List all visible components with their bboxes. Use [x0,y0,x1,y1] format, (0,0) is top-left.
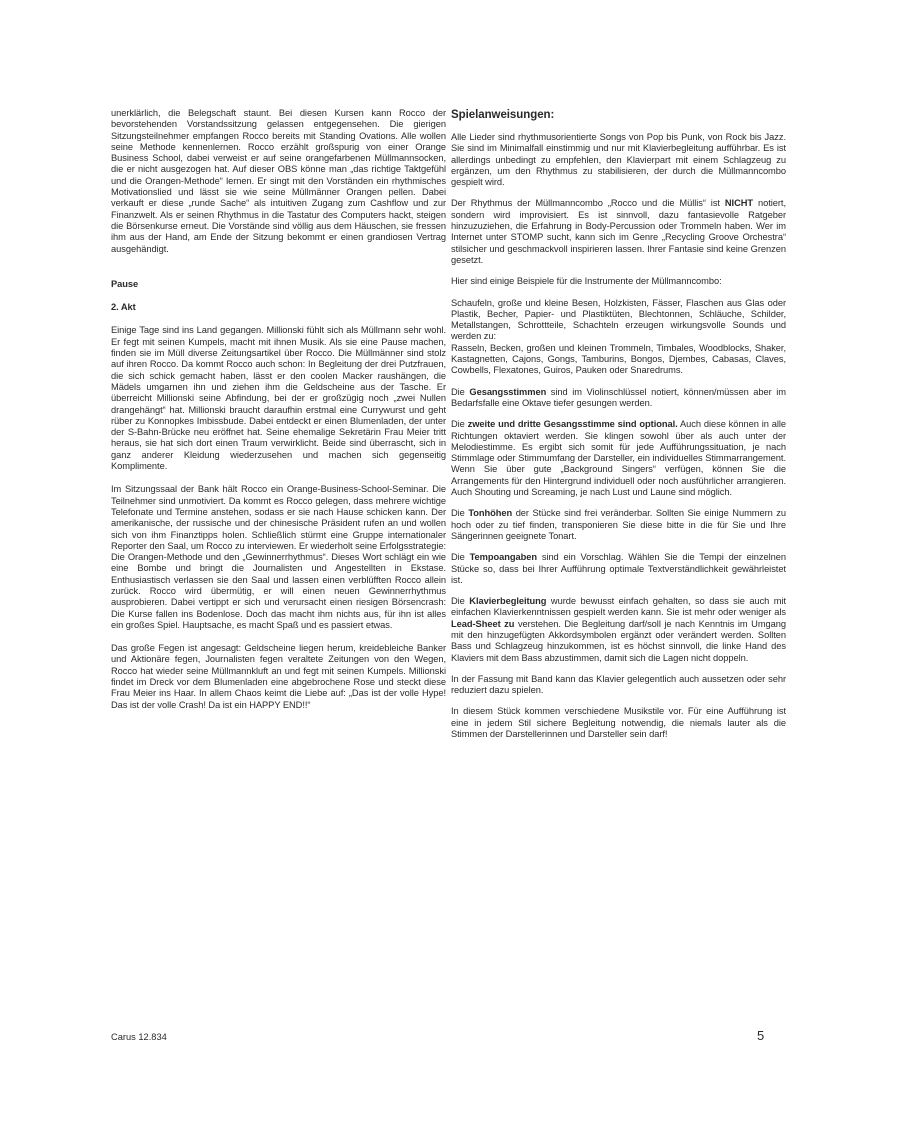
paragraph-music-styles: In diesem Stück kommen verschiedene Musikstile vor. Für eine Aufführung ist eine in jedem Stil sichere Begleitung notwendig, die niemals lauter als die Stimmen der Darstellerinnen und Darsteller sein darf! [451,706,786,740]
paragraph-band-version: In der Fassung mit Band kann das Klavier gelegentlich auch aussetzen oder sehr reduziert dazu spielen. [451,673,786,696]
bold-text-gesangsstimmen: Gesangsstimmen [469,386,547,397]
text-run: Die [451,508,469,519]
paragraph-piano [451,596,786,664]
heading-spielanweisungen: Spielanweisungen: [451,109,555,121]
text-run: notiert, sondern wird improvisiert. Es ist sinnvoll, dazu fantasievolle Ratgeber hinzuzuziehen, die Erfahrung in Body-Percussion oder Trommeln haben. Wer im Internet unter STOMP sucht, kann sich im Genre „Recycling Groove Orchestra“ stilsicher und geschmackvoll inspirieren lassen. Ihrer Fantasie sind keine Grenzen gesetzt. [451,198,786,265]
paragraph-rhythm [451,198,786,266]
text-run: verstehen. Die Begleitung darf/soll je nach Kenntnis im Umgang mit den hinzugefügten Akkordsymbolen ergänzt oder verändert werden. Sollten Bass und Schlagzeug hinzukommen, ist es höchst sinnvoll, die linke Hand des Klaviers mit dem Bass abzustimmen, damit sich die Lagen nicht doppeln. [451,618,786,663]
text-run: sind im Violinschlüssel notiert, können/müssen aber im Bedarfsfalle eine Oktave tiefer gesungen werden. [451,386,786,408]
paragraph-intro-continuation: unerklärlich, die Belegschaft staunt. Bei diesen Kursen kann Rocco der bevorstehenden Vorstandssitzung gelassen entgegensehen. Die gierigen Sitzungsteilnehmer empfangen Rocco bereits mit Standing Ovations. Alle wollen seine Methode kennenlernen. Rocco erzählt großspurig von einer Orange Business School, dabei verweist er auf seine orangefarbenen Müllmannsocken, die er nicht ausgezogen hat. Auf dieser OBS könne man „das richtige Taktgefühl und die Orangen-Methode“ lernen. Er singt mit den Vorständen ein rhythmisches Motivationslied und lässt sie wie seine Müllmänner Orangen pellen. Dabei verkauft er diese „runde Sache“ als intuitiven Zugang zum Cashflow und zur Finanzwelt. Als er seinen Rhythmus in die Tastatur des Computers hackt, steigen die Börsenkurse erneut. Die Vorstände sind völlig aus dem Häuschen, sie fressen ihm aus der Hand, am Ende der Sitzung bekommt er einen grandiosen Vertrag ausgehändigt. [111,108,446,254]
text-run: der Stücke sind frei veränderbar. Sollten Sie einige Nummern zu hoch oder zu tief finden, transponieren Sie diese bitte in die für Sie und Ihre Sängerinnen geeignete Tonart. [451,508,786,541]
catalog-number: Carus 12.834 [111,1032,167,1042]
paragraph-songs: Alle Lieder sind rhythmusorientierte Songs von Pop bis Punk, von Rock bis Jazz. Sie sind im Minimalfall einstimmig und nur mit Klavierbegleitung aufführbar. Es ist allerdings unbedingt zu empfehlen, den Klavierpart mit einem Schlagzeug zu ergänzen, um den Rhythmus zu stabilisieren, der durch die Müllmanncombo gespielt wird. [451,132,786,188]
text-run: Auch diese können in alle Richtungen oktaviert werden. Sie klingen sowohl über als auch unter der Melodiestimme. Es ergibt sich somit für jede Aufführungssituation, je nach Stimmlage oder Stimmumfang der Darsteller, ein individuelles Stimmarrangement. Wenn Sie über gute „Background Singers“ verfügen, können Sie die Arrangements für den Hintergrund individuell oder noch ausführlicher arrangieren. Auch Shouting und Screaming, je nach Lust und Laune sind möglich. [451,419,786,498]
text-run: wurde bewusst einfach gehalten, so dass sie auch mit einfachen Klavierkenntnissen gespielt werden kann. Sie ist mehr oder weniger als [451,596,786,618]
paragraph-second-third-voice [451,419,786,498]
bold-text-lead-sheet: Lead-Sheet zu [451,618,515,629]
text-run: Der Rhythmus der Müllmanncombo „Rocco und die Müllis“ ist [451,198,725,209]
paragraph-pitches [451,508,786,542]
paragraph-act-2-intro: Einige Tage sind ins Land gegangen. Millionski fühlt sich als Müllmann sehr wohl. Er fegt mit seinen Kumpels, macht mit ihnen Musik. Als sie eine Pause machen, finden sie im Müll diverse Zeitungsartikel über Rocco. Die Müllmänner sind stolz auf ihren Rocco. Da kommt Rocco auch schon: In Begleitung der drei Putzfrauen, die sich schick gemacht haben, lässt er den coolen Macker raushängen, die Mädels umgarnen ihn und ziehen ihm die Geldscheine aus der Tasche. Er überreicht Millionski seine Abfindung, bei der er großzügig noch „zwei Nullen drangehängt“ hat. Millionski braucht daraufhin erstmal eine Currywurst und geht rüber zu Konnopkes Imbissbude. Dabei entdeckt er einen Blumenladen, der unter der S-Bahn-Brücke neu eröffnet hat. Seine ehemalige Sekretärin Frau Meier tritt heraus, sie hat sich dort einen Traum verwirklicht. Beide sind überrascht, sich in ganz anderer Kleidung wiederzusehen und machen sich gegenseitig Komplimente. [111,325,446,472]
paragraph-instruments-list: Rasseln, Becken, großen und kleinen Trommeln, Timbales, Woodblocks, Shaker, Kastagnetten, Cajons, Gongs, Tamburins, Bongos, Djembes, Cabasas, Claves, Cowbells, Flexatones, Guiros, Pauken oder Snaredrums. [451,342,786,376]
text-run: Die [451,419,468,430]
bold-text-tonhoehen: Tonhöhen [468,508,513,519]
text-run: Die [451,386,470,397]
text-run: sind ein Vorschlag. Wählen Sie die Tempi der einzelnen Stücke so, dass bei Ihrer Aufführung optimale Textverständlichkeit gewährleistet ist. [451,552,786,585]
paragraph-tempo [451,552,786,586]
heading-pause: Pause [111,278,139,289]
page-number: 5 [757,1028,765,1043]
bold-text-nicht: NICHT [724,198,754,209]
text-run: Die [451,596,470,607]
bold-text-tempoangaben: Tempoangaben [469,552,538,563]
paragraph-examples-intro: Hier sind einige Beispiele für die Instrumente der Müllmanncombo: [451,276,722,287]
paragraph-seminar: Im Sitzungssaal der Bank hält Rocco ein Orange-Business-School-Seminar. Die Teilnehmer sind unmotiviert. Da kommt es Rocco gelegen, dass mehrere wichtige Telefonate und Termine anstehen, sodass er sie nach Hause schicken kann. Der amerikanische, der russische und der chinesische Präsident rufen an und wollen sich von ihm Finanztipps holen. Schließlich stürmt eine Gruppe internationaler Reporter den Saal, um Rocco zu interviewen. Er wiederholt seine Erfolgsstrategie: Die Orangen-Methode und den „Gewinnerrhythmus“. Dieses Wort schlägt ein wie eine Bombe und bringt die Journalisten und Angestellten in Ekstase. Enthusiastisch verlassen sie den Saal und lassen einen verblüfften Rocco allein zurück. Rocco wird übermütig, er will einen neuen Gewinnerrhythmus ausprobieren. Dabei vertippt er sich und verursacht einen riesigen Börsencrash: Die Kurse fallen ins Bodenlose. Doch das macht ihm nichts aus, für ihn ist alles ein großes Spiel. Hauptsache, es macht Spaß und es passiert etwas. [111,484,446,630]
paragraph-voices [451,387,786,410]
left-column [111,108,446,711]
text-run: Die [451,552,470,563]
right-column [451,108,786,740]
bold-text-optional: zweite und dritte Gesangsstimme sind optional. [467,419,678,430]
paragraph-finale: Das große Fegen ist angesagt: Geldscheine liegen herum, kreidebleiche Banker und Aktionäre fegen, Journalisten fegen veraltete Zeitungen von den Wegen, Rocco hat wieder seine Müllmannkluft an und fegt mit seinen Kumpels. Millionski findet im Dreck vor dem Blumenladen eine abgebrochene Rose und steckt diese Frau Meier ins Haar. In allem Chaos keimt die Liebe auf: „Das ist der volle Hype! Das ist der volle Crash! Da ist ein HAPPY END!!“ [111,643,446,710]
bold-text-klavierbegleitung: Klavierbegleitung [469,596,547,607]
heading-act-2: 2. Akt [111,302,136,313]
paragraph-instruments: Schaufeln, große und kleine Besen, Holzkisten, Fässer, Flaschen aus Glas oder Plastik, Becher, Papier- und Plastiktüten, Blechtonnen, Schläuche, Schilder, Metallstangen, Schrottteile, Schachteln erzeugen wirkungsvolle Sounds und werden zu: [451,297,786,342]
